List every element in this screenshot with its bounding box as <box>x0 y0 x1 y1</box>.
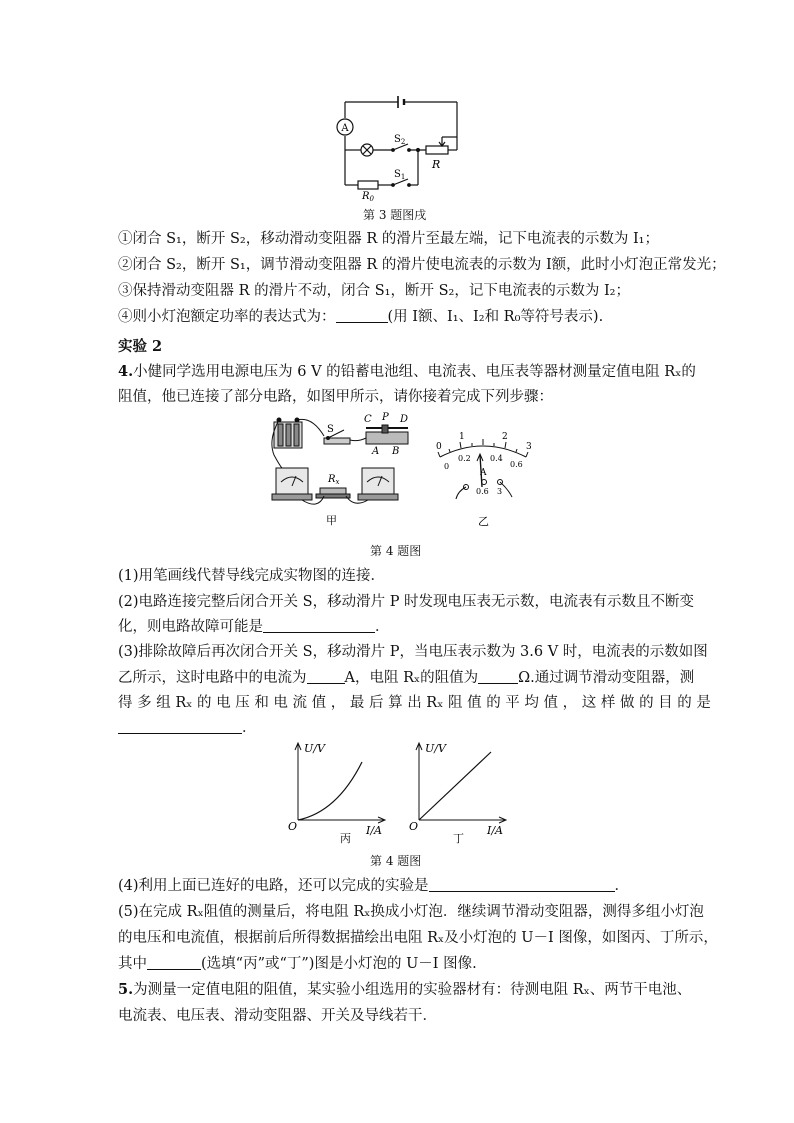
dial-unit-label: A <box>480 468 487 478</box>
graph-ding-x-label: I/A <box>487 824 503 837</box>
terminal-b-label: B <box>392 446 400 457</box>
q4-part-2-line-2: 化，则电路故障可能是 ． <box>118 619 390 635</box>
fig-jia-label: 甲 <box>326 514 337 527</box>
ammeter-dial-yi <box>428 425 538 530</box>
graph-bing-x-label: I/A <box>366 824 382 837</box>
graph-bing-caption: 丙 <box>340 832 351 845</box>
step-1: ①闭合 S₁，断开 S₂，移动滑动变阻器 R 的滑片至最左端，记下电流表的示数为 I₁； <box>118 231 659 247</box>
step-2: ②闭合 S₂，断开 S₁，调节滑动变阻器 R 的滑片使电流表的示数为 I额，此时小灯泡正常发光； <box>118 257 726 273</box>
q4-part-3-line-4: ． <box>118 718 678 738</box>
r0-label: $R_0$ <box>362 191 374 202</box>
fig3-caption: 第 3 题图戌 <box>363 208 427 222</box>
resistance-answer-blank[interactable] <box>478 669 518 684</box>
switch-label: S <box>327 424 334 435</box>
graph-ding-y-label: U/V <box>425 742 446 755</box>
graph-choice-blank[interactable] <box>147 955 201 970</box>
ui-graph-bing <box>282 738 392 846</box>
q4-part-1: (1)用笔画线代替导线完成实物图的连接． <box>118 568 386 584</box>
terminal-d-label: D <box>400 414 409 425</box>
graph-ding-origin: O <box>409 820 419 833</box>
q4-part-4: (4)利用上面已连好的电路，还可以完成的实验是 ． <box>118 878 630 894</box>
q4-line-2: 阻值，他已连接了部分电路，如图甲所示，请你接着完成下列步骤： <box>118 389 553 405</box>
q4-part-3-line-2: 乙所示，这时电路中的电流为 A，电阻 Rₓ的阻值为 Ω.通过调节滑动变阻器，测 <box>118 670 695 686</box>
q4-part-2-line-1: (2)电路连接完整后闭合开关 S，移动滑片 P 时发现电压表无示数，电流表有示数且不断变 <box>118 594 695 610</box>
q4-part-5-line-1: (5)在完成 Rₓ阻值的测量后，将电阻 Rₓ换成小灯泡．继续调节滑动变阻器，测得多组小灯泡 <box>118 904 704 920</box>
terminal-c-label: C <box>364 414 372 425</box>
q5-line-1: 5.为测量一定值电阻的阻值，某实验小组选用的实验器材有：待测电阻 Rₓ、两节干电池、 <box>118 981 692 998</box>
dial-tick-0-6: 0.6 <box>510 460 523 469</box>
terminal-a-label: A <box>372 446 380 457</box>
step-4: ④则小灯泡额定功率的表达式为： (用 I额、I₁、I₂和 R₀等符号表示). <box>118 309 604 325</box>
experiment-2-title: 实验 2 <box>118 338 163 355</box>
graph-bing-y-label: U/V <box>304 742 325 755</box>
dial-tick-1: 1 <box>459 432 465 442</box>
q5-line-2: 电流表、电压表、滑动变阻器、开关及导线若干． <box>118 1008 437 1024</box>
terminal-0-6-label: 0.6 <box>476 487 489 496</box>
dial-tick-0-4: 0.4 <box>490 454 503 463</box>
dial-tick-2: 2 <box>502 432 508 442</box>
s2-label: $S_2$ <box>394 134 406 146</box>
dial-zero-bottom: 0 <box>444 462 450 471</box>
rheostat-label: R <box>432 158 441 171</box>
current-answer-blank[interactable] <box>307 669 345 684</box>
fig4-caption-1: 第 4 题图 <box>370 544 422 558</box>
fig-yi-label: 乙 <box>478 515 489 528</box>
purpose-answer-blank[interactable] <box>118 719 242 734</box>
ui-graph-ding <box>403 738 513 846</box>
fault-answer-blank[interactable] <box>263 618 375 633</box>
terminal-3-label: 3 <box>497 487 503 496</box>
circuit-diagram-fig3 <box>330 92 470 202</box>
dial-tick-0-2: 0.2 <box>458 454 471 463</box>
slider-p-label: P <box>382 412 389 423</box>
dial-zero-top: 0 <box>436 442 442 452</box>
q4-part-3-line-1: (3)排除故障后再次闭合开关 S，移动滑片 P，当电压表示数为 3.6 V 时，电流表的示数如图 <box>118 644 708 660</box>
rx-label: $R_x$ <box>328 474 340 486</box>
q4-part-3-line-3: 得 多 组 Rₓ 的 电 压 和 电 流 值 ， 最 后 算 出 Rₓ 阻 值 的 平 均 值 ， 这 样 做 的 目 的 是 <box>118 695 711 711</box>
q4-line-1: 4.小健同学选用电源电压为 6 V 的铅蓄电池组、电流表、电压表等器材测量定值电阻 Rₓ的 <box>118 363 696 380</box>
graph-bing-origin: O <box>288 820 298 833</box>
q4-part-5-line-3: 其中 (选填“丙”或“丁”)图是小灯泡的 U－I 图像. <box>118 956 477 972</box>
graph-ding-caption: 丁 <box>453 832 464 845</box>
answer-blank[interactable] <box>336 308 388 323</box>
ammeter-label: A <box>341 123 349 134</box>
q4-part-5-line-2: 的电压和电流值，根据前后所得数据描绘出电阻 Rₓ及小灯泡的 U－I 图像，如图丙、丁所示， <box>118 930 718 946</box>
fig4-caption-2: 第 4 题图 <box>370 854 422 868</box>
step-3: ③保持滑动变阻器 R 的滑片不动，闭合 S₁，断开 S₂，记下电流表的示数为 I₂； <box>118 283 630 299</box>
experiment-answer-blank[interactable] <box>429 877 615 892</box>
dial-tick-3: 3 <box>526 442 532 452</box>
apparatus-figure-jia <box>268 410 418 530</box>
s1-label: $S_1$ <box>394 169 406 181</box>
